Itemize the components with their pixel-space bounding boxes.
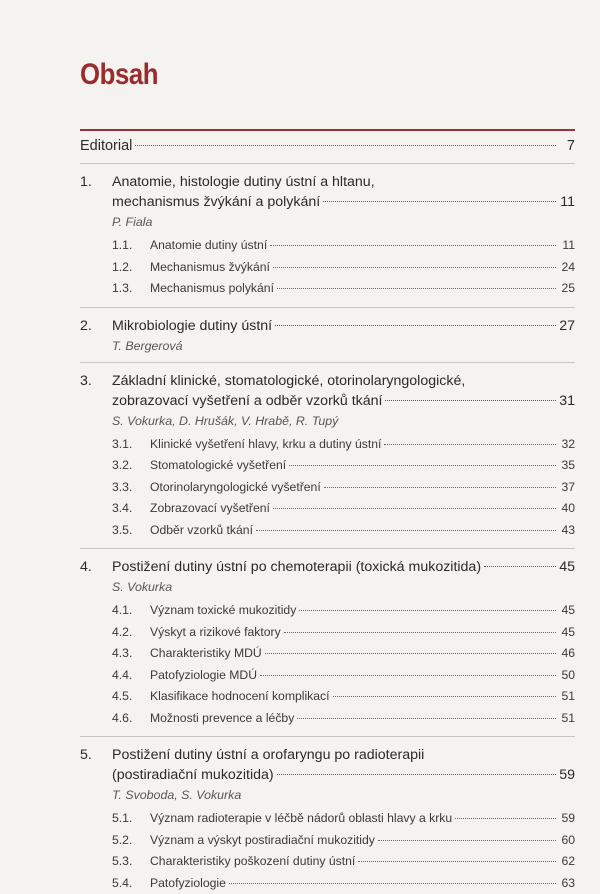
- subsection-title: Klinické vyšetření hlavy, krku a dutiny ústní: [150, 434, 381, 456]
- chapter-authors: T. Svoboda, S. Vokurka: [112, 786, 575, 804]
- chapter-title-block: [112, 371, 575, 411]
- subsection-list: [112, 808, 575, 894]
- subsection-number: 3.2.: [112, 455, 150, 477]
- subsection-number: 3.1.: [112, 434, 150, 456]
- subsection-title: Zobrazovací vyšetření: [150, 498, 270, 520]
- title-rule: [80, 129, 575, 131]
- page-number: 7: [559, 136, 575, 156]
- dot-leader: [284, 632, 556, 633]
- chapter-title-line: [112, 765, 575, 785]
- subsection-number: 4.1.: [112, 600, 150, 622]
- chapter-number: 2.: [80, 316, 112, 336]
- dot-leader: [229, 883, 556, 884]
- chapter-number: 1.: [80, 172, 112, 192]
- chapter-title: (postiradiační mukozitida): [112, 765, 274, 785]
- dot-leader: [455, 818, 556, 819]
- subsection-title: Možnosti prevence a léčby: [150, 708, 294, 730]
- subsection-entry: [112, 455, 575, 477]
- separator: [80, 736, 575, 737]
- subsection-entry: [112, 257, 575, 279]
- chapter-title: Postižení dutiny ústní a orofaryngu po radioterapii: [112, 745, 424, 765]
- chapter-title: Mikrobiologie dutiny ústní: [112, 316, 272, 336]
- page-number: 40: [559, 498, 575, 520]
- subsection-entry: [112, 434, 575, 456]
- subsection-title: Mechanismus žvýkání: [150, 257, 270, 279]
- chapter-heading: [80, 172, 575, 212]
- dot-leader: [260, 675, 556, 676]
- separator: [80, 548, 575, 549]
- dot-leader: [289, 465, 556, 466]
- subsection-number: 4.4.: [112, 665, 150, 687]
- subsection-number: 4.2.: [112, 622, 150, 644]
- chapter-title-line: [112, 371, 575, 391]
- subsection-number: 5.4.: [112, 873, 150, 894]
- toc-chapter: [80, 745, 575, 894]
- chapter-title-line: [112, 745, 575, 765]
- chapter-authors: P. Fiala: [112, 213, 575, 231]
- subsection-number: 1.3.: [112, 278, 150, 300]
- chapter-heading: [80, 557, 575, 577]
- page-number: 37: [559, 477, 575, 499]
- subsection-title: Klasifikace hodnocení komplikací: [150, 686, 330, 708]
- dot-leader: [256, 530, 556, 531]
- subsection-number: 4.5.: [112, 686, 150, 708]
- subsection-number: 1.1.: [112, 235, 150, 257]
- page-number: 59: [559, 808, 575, 830]
- subsection-number: 5.3.: [112, 851, 150, 873]
- page-number: 45: [559, 557, 575, 577]
- subsection-number: 3.3.: [112, 477, 150, 499]
- subsection-list: [112, 434, 575, 542]
- subsection-entry: [112, 686, 575, 708]
- page-number: 25: [559, 278, 575, 300]
- chapter-authors: S. Vokurka: [112, 578, 575, 596]
- subsection-title: Význam a výskyt postiradiační mukozitidy: [150, 830, 375, 852]
- subsection-title: Patofyziologie: [150, 873, 226, 894]
- dot-leader: [484, 566, 556, 567]
- chapter-title-line: [112, 316, 575, 336]
- subsection-number: 4.6.: [112, 708, 150, 730]
- toc-chapter: [80, 316, 575, 355]
- chapter-authors: S. Vokurka, D. Hrušák, V. Hrabě, R. Tupý: [112, 412, 575, 430]
- entry-title: Editorial: [80, 136, 132, 156]
- subsection-title: Mechanismus polykání: [150, 278, 274, 300]
- dot-leader: [333, 696, 556, 697]
- toc-line: [80, 136, 575, 156]
- dot-leader: [324, 487, 556, 488]
- subsection-title: Otorinolaryngologické vyšetření: [150, 477, 321, 499]
- chapter-list: [80, 172, 575, 894]
- subsection-entry: [112, 830, 575, 852]
- subsection-title: Charakteristiky poškození dutiny ústní: [150, 851, 355, 873]
- chapter-heading: [80, 745, 575, 785]
- page-number: 11: [559, 235, 575, 257]
- subsection-number: 4.3.: [112, 643, 150, 665]
- dot-leader: [270, 245, 556, 246]
- subsection-entry: [112, 622, 575, 644]
- subsection-title: Anatomie dutiny ústní: [150, 235, 267, 257]
- subsection-entry: [112, 665, 575, 687]
- dot-leader: [277, 288, 556, 289]
- dot-leader: [358, 861, 556, 862]
- page-number: 31: [559, 391, 575, 411]
- subsection-number: 5.2.: [112, 830, 150, 852]
- dot-leader: [135, 145, 556, 146]
- page-number: 51: [559, 708, 575, 730]
- chapter-number: 3.: [80, 371, 112, 391]
- table-of-contents: [80, 136, 575, 894]
- toc-chapter: [80, 557, 575, 729]
- chapter-heading: [80, 371, 575, 411]
- subsection-number: 3.4.: [112, 498, 150, 520]
- subsection-entry: [112, 600, 575, 622]
- page-number: 50: [559, 665, 575, 687]
- page-number: 63: [559, 873, 575, 894]
- subsection-number: 5.1.: [112, 808, 150, 830]
- page-number: 11: [559, 192, 575, 212]
- subsection-number: 1.2.: [112, 257, 150, 279]
- dot-leader: [385, 400, 556, 401]
- subsection-entry: [112, 873, 575, 894]
- toc-entry-editorial: [80, 136, 575, 156]
- chapter-title: mechanismus žvýkání a polykání: [112, 192, 320, 212]
- subsection-title: Význam radioterapie v léčbě nádorů oblasti hlavy a krku: [150, 808, 452, 830]
- chapter-title-line: [112, 172, 575, 192]
- chapter-title: zobrazovací vyšetření a odběr vzorků tkání: [112, 391, 382, 411]
- toc-chapter: [80, 371, 575, 542]
- separator: [80, 307, 575, 308]
- page-number: 45: [559, 600, 575, 622]
- chapter-title: Postižení dutiny ústní po chemoterapii (toxická mukozitida): [112, 557, 481, 577]
- dot-leader: [265, 653, 556, 654]
- subsection-title: Výskyt a rizikové faktory: [150, 622, 281, 644]
- subsection-list: [112, 235, 575, 300]
- subsection-title: Stomatologické vyšetření: [150, 455, 286, 477]
- dot-leader: [275, 325, 556, 326]
- dot-leader: [297, 718, 556, 719]
- page-number: 60: [559, 830, 575, 852]
- chapter-title-line: [112, 557, 575, 577]
- subsection-entry: [112, 498, 575, 520]
- subsection-entry: [112, 808, 575, 830]
- subsection-entry: [112, 851, 575, 873]
- subsection-entry: [112, 477, 575, 499]
- dot-leader: [378, 840, 556, 841]
- page-number: 51: [559, 686, 575, 708]
- toc-chapter: [80, 172, 575, 300]
- subsection-entry: [112, 235, 575, 257]
- chapter-title: Anatomie, histologie dutiny ústní a hltanu,: [112, 172, 375, 192]
- chapter-title-line: [112, 192, 575, 212]
- chapter-authors: T. Bergerová: [112, 337, 575, 355]
- dot-leader: [277, 774, 556, 775]
- subsection-entry: [112, 708, 575, 730]
- page-title: Obsah: [80, 58, 158, 92]
- page-number: 59: [559, 765, 575, 785]
- subsection-entry: [112, 278, 575, 300]
- subsection-title: Odběr vzorků tkání: [150, 520, 253, 542]
- subsection-title: Charakteristiky MDÚ: [150, 643, 262, 665]
- dot-leader: [299, 610, 556, 611]
- chapter-title-block: [112, 745, 575, 785]
- dot-leader: [273, 267, 556, 268]
- page-number: 32: [559, 434, 575, 456]
- separator: [80, 163, 575, 164]
- subsection-title: Význam toxické mukozitidy: [150, 600, 296, 622]
- chapter-number: 4.: [80, 557, 112, 577]
- page-number: 45: [559, 622, 575, 644]
- subsection-list: [112, 600, 575, 729]
- subsection-entry: [112, 643, 575, 665]
- chapter-title-block: [112, 172, 575, 212]
- chapter-title-block: [112, 557, 575, 577]
- page-number: 43: [559, 520, 575, 542]
- chapter-title-line: [112, 391, 575, 411]
- chapter-number: 5.: [80, 745, 112, 765]
- page-number: 35: [559, 455, 575, 477]
- chapter-title: Základní klinické, stomatologické, otorinolaryngologické,: [112, 371, 465, 391]
- subsection-number: 3.5.: [112, 520, 150, 542]
- separator: [80, 362, 575, 363]
- page-number: 46: [559, 643, 575, 665]
- page-number: 24: [559, 257, 575, 279]
- dot-leader: [323, 201, 556, 202]
- subsection-title: Patofyziologie MDÚ: [150, 665, 257, 687]
- chapter-heading: [80, 316, 575, 336]
- chapter-title-block: [112, 316, 575, 336]
- dot-leader: [273, 508, 556, 509]
- subsection-entry: [112, 520, 575, 542]
- dot-leader: [384, 444, 556, 445]
- page-number: 27: [559, 316, 575, 336]
- page-number: 62: [559, 851, 575, 873]
